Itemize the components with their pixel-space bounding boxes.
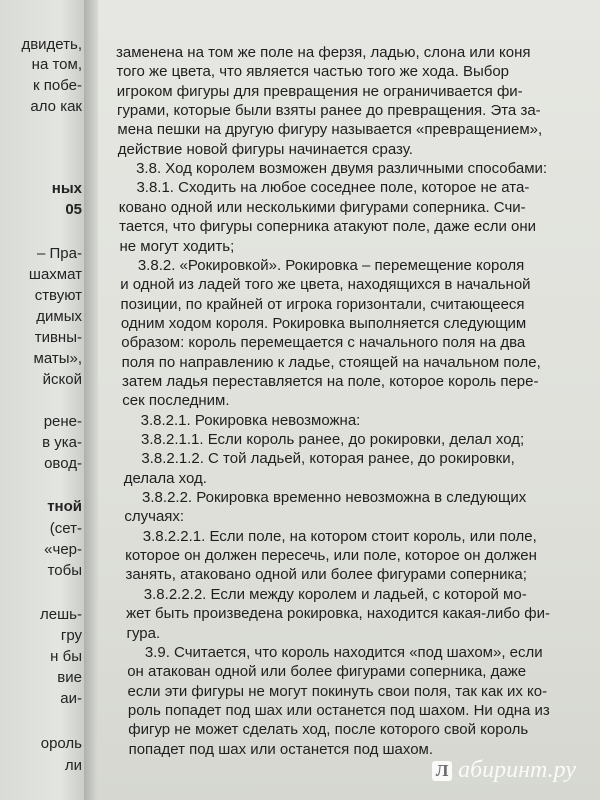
body-text-line: действие новой фигуры начинается сразу.	[117, 140, 413, 158]
left-page-fragment: маты»,	[33, 350, 82, 367]
left-page-fragment: ли	[64, 757, 82, 774]
left-page-fragment: тивны-	[34, 329, 82, 346]
left-page-fragment: ало как	[30, 98, 82, 115]
body-text-line: 3.8.2.1.2. С той ладьей, которая ранее, до рокировки,	[141, 450, 515, 468]
labirint-logo-icon: Л	[432, 761, 452, 781]
left-page-fragment: ных	[51, 180, 82, 197]
right-page	[98, 0, 600, 800]
body-text-line: фигур не может сделать ход, после которого свой король	[128, 721, 529, 739]
body-text-line: того же цвета, что является частью того же хода. Выбор	[116, 63, 510, 81]
body-text-line: 3.8.2. «Рокировкой». Рокировка – перемещение короля	[137, 256, 525, 274]
left-page-fragment: аи-	[60, 690, 82, 707]
left-page-fragment: йской	[42, 371, 82, 388]
body-text-line: делала ход.	[123, 469, 207, 487]
body-text-line: случаях:	[124, 508, 185, 526]
body-text-line: 3.8.2.1. Рокировка невозможна:	[140, 411, 361, 429]
left-page-fragment: тной	[47, 498, 82, 515]
left-page-fragment: к побе-	[33, 77, 82, 94]
body-text-line: если эти фигуры не могут покинуть свои поля, так как их ко-	[127, 682, 548, 700]
left-page-fragment: овод-	[44, 455, 82, 472]
left-page-fragment: 05	[65, 201, 82, 218]
body-text-line: и одной из ладей того же цвета, находящихся в начальной	[120, 276, 531, 294]
left-page-fragment: лешь-	[40, 606, 82, 623]
body-text-line: позиции, по крайней от игрока горизонтали, считающееся	[120, 295, 525, 313]
left-page-fragment: в ука-	[42, 434, 82, 451]
left-page-fragment: гру	[60, 627, 82, 644]
body-text-line: гура.	[126, 624, 161, 642]
watermark-text: абиринт.ру	[458, 757, 576, 783]
body-text-line: 3.8.1. Сходить на любое соседнее поле, которое не ата-	[136, 179, 530, 197]
body-text-line: заменена на том же поле на ферзя, ладью, слона или коня	[116, 44, 531, 61]
left-page-fragment: димых	[36, 308, 82, 325]
left-page-fragment: н бы	[50, 648, 82, 665]
left-page-fragment: шахмат	[28, 266, 82, 283]
body-text-line: образом: король перемещается с начального поля на два	[121, 334, 526, 352]
left-page-fragment: – Пра-	[37, 245, 82, 262]
body-text-line: игроком фигуры для превращения не ограничивается фи-	[116, 82, 523, 100]
body-text-line: 3.8.2.2.2. Если между королем и ладьей, с которой мо-	[143, 585, 527, 603]
left-page-fragment: (сет-	[49, 520, 82, 537]
left-page-fragment: двидеть,	[21, 36, 82, 53]
body-text-line: гурами, которые были взяты ранее до превращения. Эта за-	[117, 102, 541, 120]
left-page	[0, 0, 86, 800]
left-page-fragment: «чер-	[44, 541, 82, 558]
body-text-line: 3.9. Считается, что король находится «под шахом», если	[144, 643, 543, 661]
left-page-fragment: ствуют	[34, 287, 82, 304]
body-text-line: занять, атаковано одной или более фигурами соперника;	[125, 566, 527, 584]
body-text-line: не могут ходить;	[119, 237, 235, 255]
body-text-line: жет быть произведена рокировка, находится какая-либо фи-	[126, 605, 551, 623]
body-text-line: одним ходом короля. Рокировка выполняется следующим	[120, 314, 527, 332]
body-text-line: сек последним.	[122, 392, 230, 410]
body-text-line: роль попадет под шах или останется под шахом. Ни одна из	[127, 701, 550, 719]
body-text-line: попадет под шах или останется под шахом.	[128, 740, 434, 758]
left-page-fragment: вие	[57, 669, 82, 686]
left-page-fragment: рене-	[43, 413, 82, 430]
body-text-line: поля по направлению к ладье, стоящей на начальном поле,	[121, 353, 541, 371]
body-text-line: 3.8.2.1.1. Если король ранее, до рокировки, делал ход;	[141, 431, 525, 448]
body-text-line: затем ладья переставляется на поле, которое король пере-	[121, 372, 539, 390]
left-page-fragment: ороль	[40, 735, 82, 752]
left-page-fragment: на том,	[31, 56, 82, 73]
body-text-line: мена пешки на другую фигуру называется «превращением»,	[117, 121, 543, 139]
body-text-line: 3.8. Ход королем возможен двумя различными способами:	[136, 160, 548, 178]
body-text-line: которое он должен пересечь, или поле, которое он должен	[125, 547, 537, 565]
body-text-line: тается, что фигуры соперника атакуют поле, даже если они	[119, 218, 537, 236]
body-text-line: ковано одной или несколькими фигурами соперника. Счи-	[118, 198, 526, 216]
body-text-line: 3.8.2.2. Рокировка временно невозможна в следующих	[142, 489, 527, 507]
body-text-line: он атакован одной или более фигурами соперника, даже	[127, 663, 527, 681]
watermark	[432, 757, 576, 784]
body-text-line: 3.8.2.2.1. Если поле, на котором стоит король, или поле,	[142, 527, 537, 545]
left-page-fragment: тобы	[47, 562, 82, 579]
